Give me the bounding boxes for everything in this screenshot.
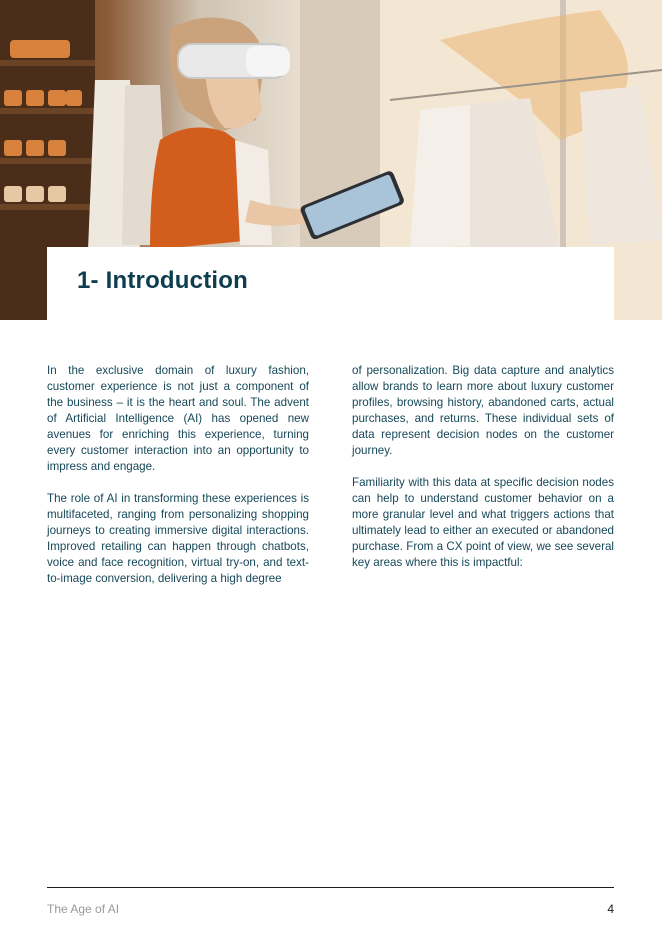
section-title-card — [47, 247, 614, 320]
footer-publication-label: The Age of AI — [47, 902, 120, 916]
footer-divider — [47, 887, 614, 888]
body-paragraph: In the exclusive domain of luxury fashion, customer experience is not just a component of the business – it is the heart and soul. The advent of Artificial Intelligence (AI) has opened new avenues for enriching this experience, turning every customer interaction into an opportunity to impress and engage. — [47, 364, 309, 473]
page-number: 4 — [607, 902, 614, 916]
section-title: 1- Introduction — [77, 267, 248, 294]
hero-photo — [0, 0, 662, 320]
body-paragraph: The role of AI in transforming these experiences is multifaceted, ranging from personalizing shopping journeys to creating immersive digital interactions. Improved retailing can happen through chatbots, voice and face recognition, virtual try-on, and text-to-image conversion, delivering a high degree — [47, 492, 309, 585]
body-paragraph: Familiarity with this data at specific decision nodes can help to understand customer behavior on a more granular level and what triggers actions that ultimately lead to either an executed or abandoned purchase. From a CX point of view, we see several key areas where this is impactful: — [352, 476, 614, 569]
body-column-left — [47, 363, 309, 603]
body-column-right — [352, 363, 614, 587]
body-paragraph: of personalization. Big data capture and analytics allow brands to learn more about luxury customer profiles, browsing history, abandoned carts, actual purchases, and returns. These individual sets of data represent decision nodes on the customer journey. — [352, 364, 614, 457]
